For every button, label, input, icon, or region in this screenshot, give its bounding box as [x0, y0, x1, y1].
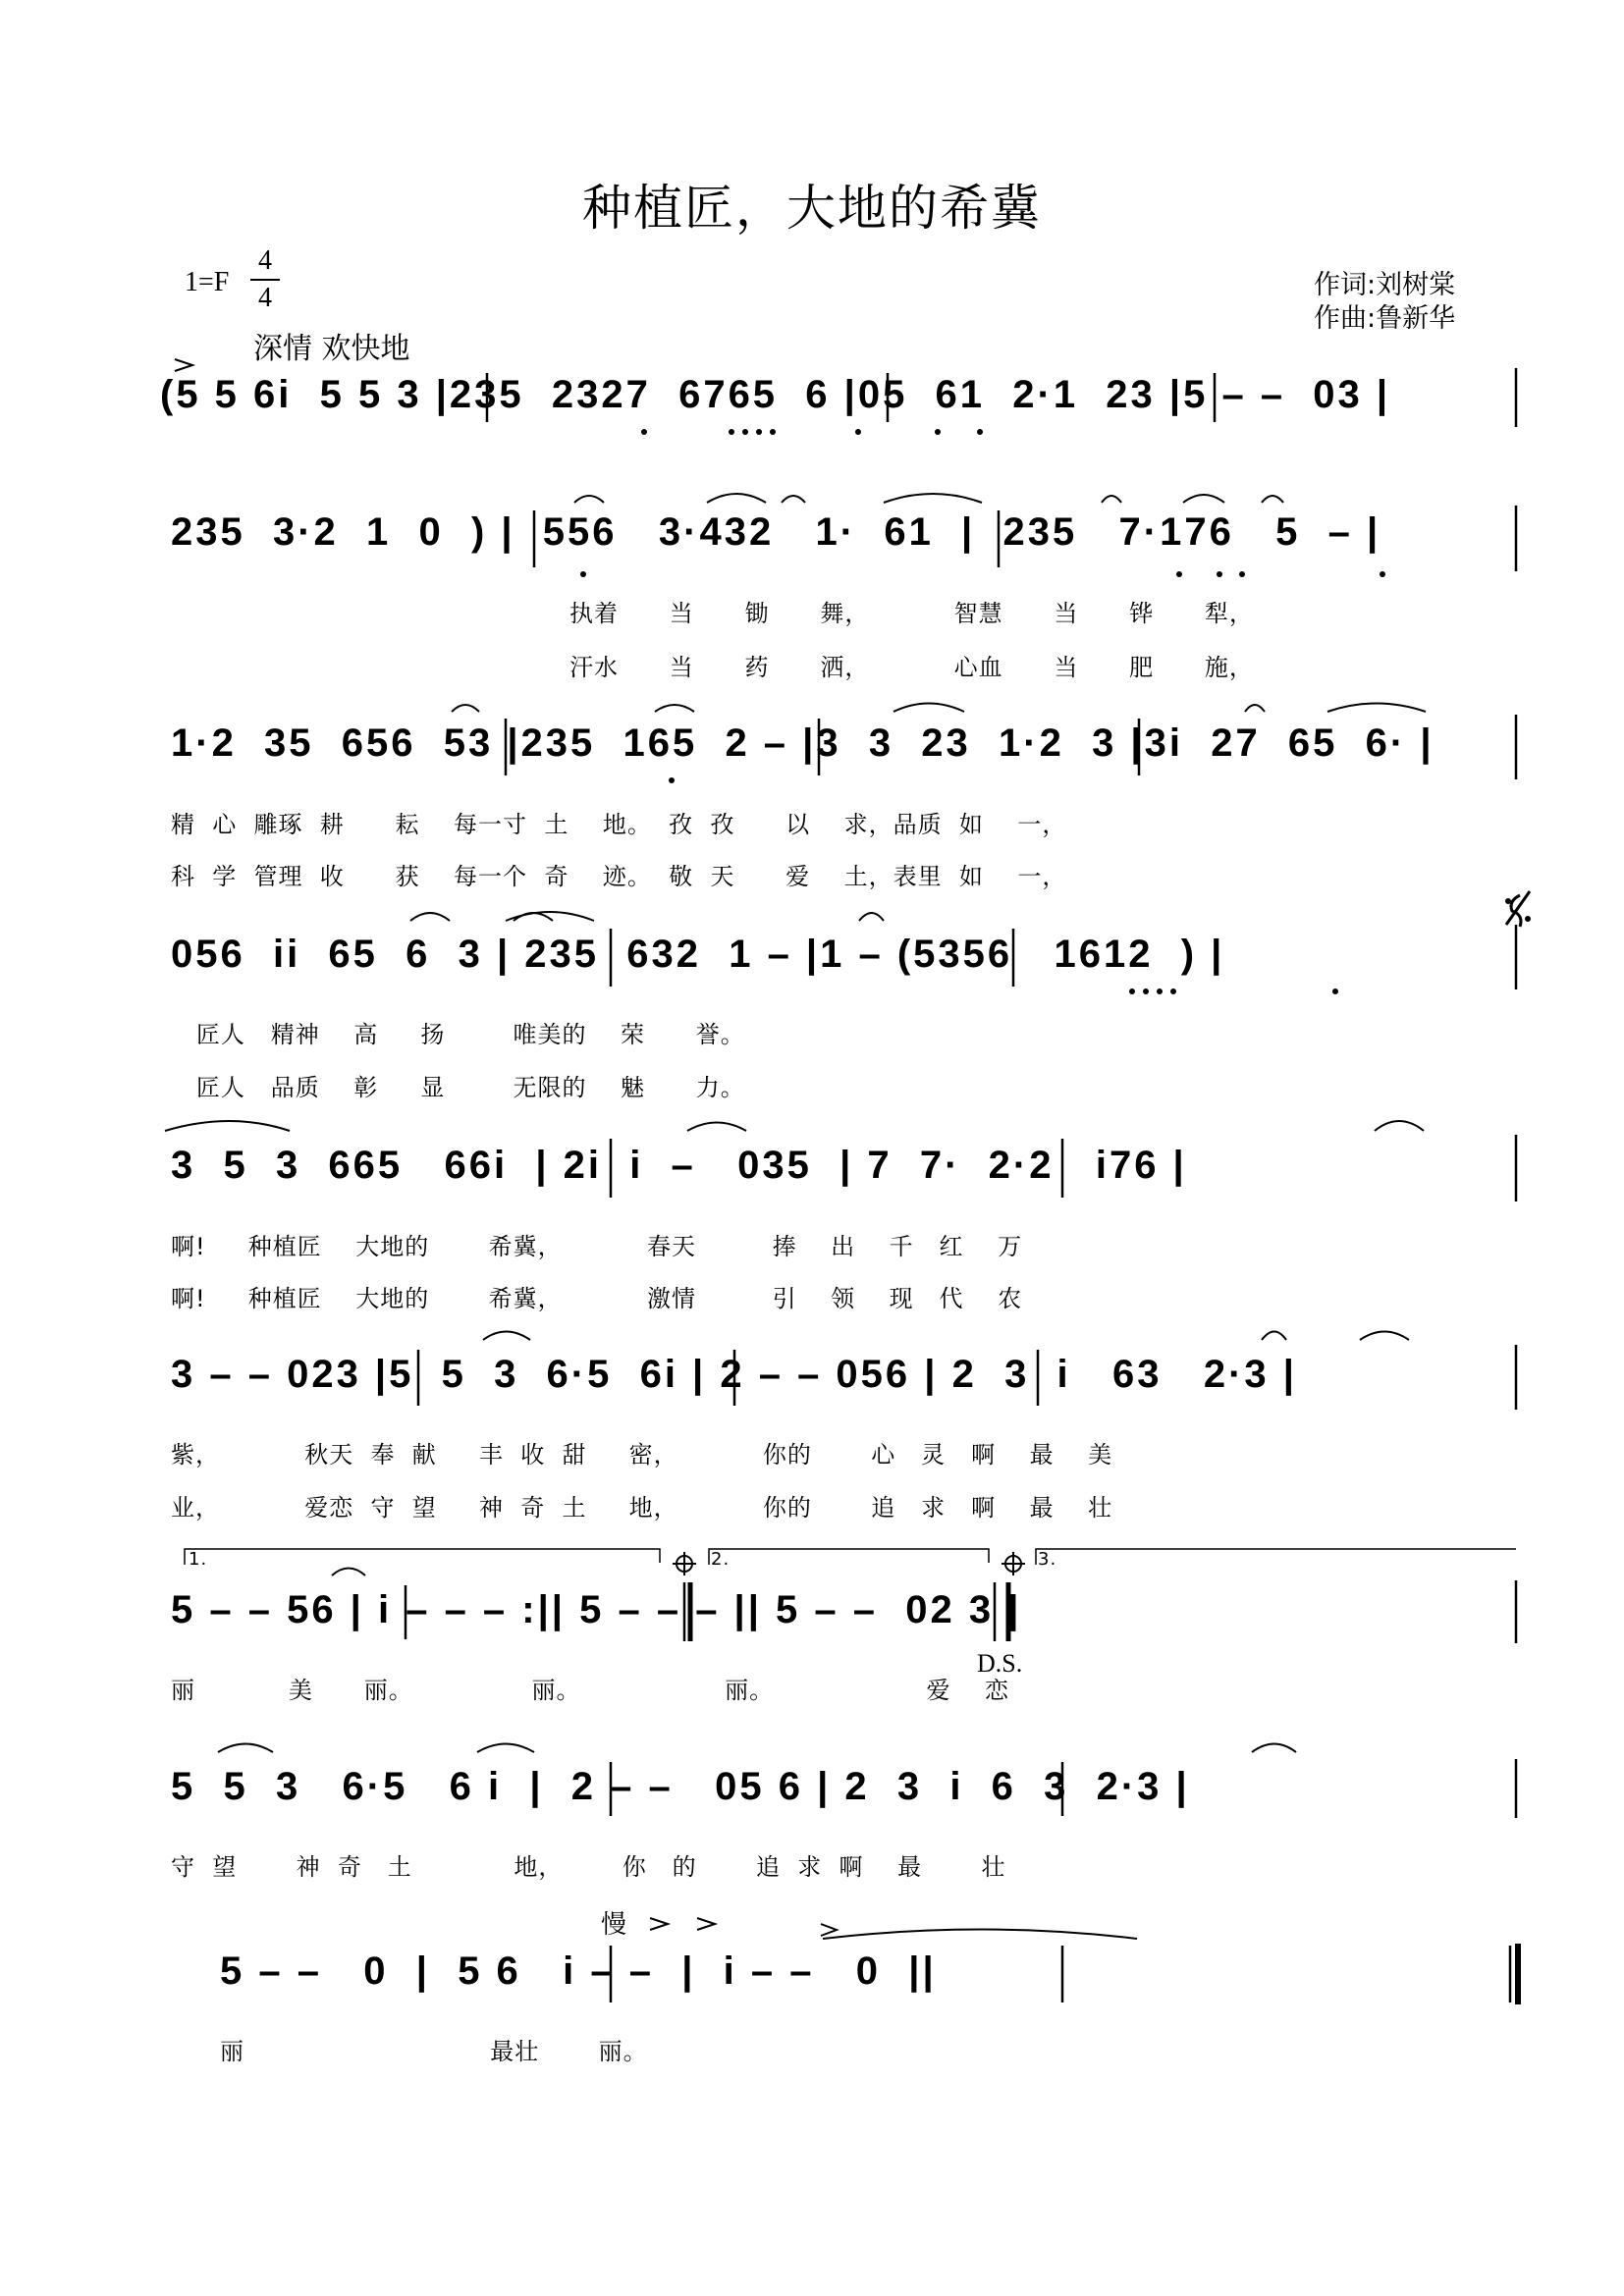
lyrics-s5-v1: 啊! 种植匠 大地的 希冀， 春天 捧 出 千 红 万 — [171, 1233, 1023, 1260]
song-title: 种植匠，大地的希冀 — [582, 180, 1042, 237]
lyrics-s8-v1: 守 望 神 奇 土 地， 你 的 追 求 啊 最 壮 — [171, 1853, 1006, 1881]
meter-bottom: 4 — [258, 283, 272, 313]
lyrics-s2-v2: 汗水 当 药 洒， 心血 当 肥 施， — [569, 654, 1254, 681]
tempo-slow-mark: 慢 — [601, 1910, 627, 1940]
notation-system-7: 5 – – 56 | i – – – :|| 5 – – – || 5 – – 02 3 | — [171, 1588, 1022, 1631]
notation-system-5: 3 5 3 665 66i | 2i i – 035 | 7 7· 2·2 i76 | — [171, 1144, 1187, 1187]
tempo-marking: 深情 欢快地 — [253, 332, 410, 366]
lyrics-s5-v2: 啊! 种植匠 大地的 希冀， 激情 引 领 现 代 农 — [171, 1285, 1023, 1312]
ending-2-label: 2. — [711, 1549, 731, 1570]
notation-system-9: 5 – – 0 | 5 6 i – – | i – – 0 || — [220, 1949, 937, 1993]
lyricist-credit: 作词:刘树棠 — [1314, 270, 1456, 300]
notation-system-3: 1·2 35 656 53 |235 165 2 – |3 3 23 1·2 3 |3i 27 65 6· | — [171, 721, 1435, 765]
notation-system-4: 056 ii 65 6 3 | 235 632 1 – |1 – (5356 1612 ) | — [171, 933, 1225, 976]
notation-system-6: 3 – – 023 |5 5 3 6·5 6i | 2 – – 056 | 2 3 i 63 2·3 | — [171, 1353, 1297, 1396]
lyrics-s2-v1: 执着 当 锄 舞， 智慧 当 铧 犁， — [569, 600, 1254, 627]
lyrics-s7-v1: 丽 美 丽。 丽。 丽。 爱 恋 — [171, 1677, 1010, 1704]
notation-system-2: 235 3·2 1 0 ) | 556 3·432 1· 61 | 235 7·176 5 – | — [171, 510, 1381, 554]
meter-top: 4 — [258, 245, 272, 276]
lyrics-s6-v2: 业， 爱恋 守 望 神 奇 土 地， 你的 追 求 啊 最 壮 — [171, 1494, 1113, 1522]
ending-3-label: 3. — [1038, 1549, 1057, 1570]
lyrics-s6-v1: 紫， 秋天 奉 献 丰 收 甜 密， 你的 心 灵 啊 最 美 — [171, 1441, 1113, 1468]
dal-segno-mark: D.S. — [977, 1649, 1023, 1678]
lyrics-s4-v2: 匠人 品质 彰 显 无限的 魅 力。 — [171, 1074, 745, 1101]
lyrics-s3-v2: 科 学 管理 收 获 每一个 奇 迹。 敬 天 爱 土，表里 如 一， — [171, 863, 1067, 890]
ending-1-label: 1. — [189, 1549, 208, 1570]
lyrics-s3-v1: 精 心 雕琢 耕 耘 每一寸 土 地。 孜 孜 以 求，品质 如 一， — [171, 811, 1067, 838]
lyrics-s9-v1: 丽 最壮 丽。 — [220, 2038, 648, 2065]
key-signature: 1=F — [185, 267, 230, 297]
notation-system-1: (5 5 6i 5 5 3 |235 2327 6765 6 |05 61 2·1 23 |5 – – 03 | — [160, 373, 1391, 416]
composer-credit: 作曲:鲁新华 — [1314, 303, 1456, 334]
lyrics-s4-v1: 匠人 精神 高 扬 唯美的 荣 誉。 — [171, 1021, 745, 1048]
notation-system-8: 5 5 3 6·5 6 i | 2 – – 05 6 | 2 3 i 6 3 2·3 | — [171, 1765, 1190, 1808]
segno-icon — [1506, 891, 1530, 927]
